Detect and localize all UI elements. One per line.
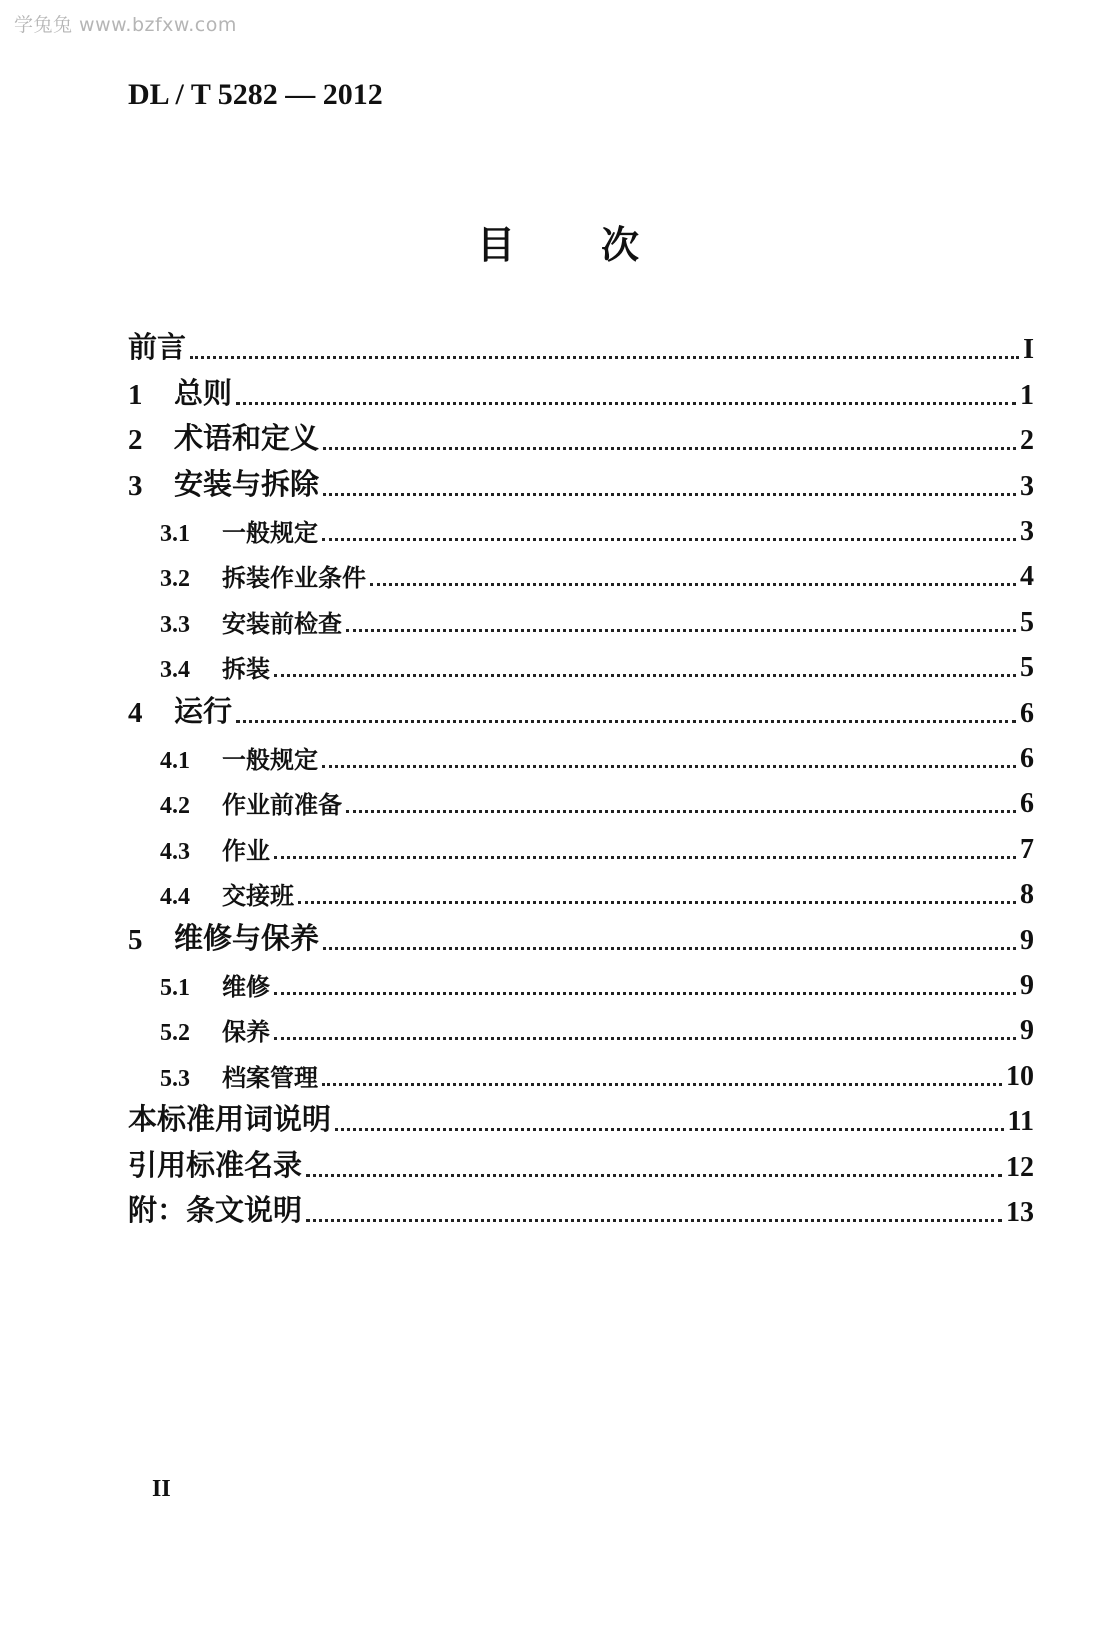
toc-entry-title: 保养: [222, 1018, 270, 1046]
toc-leader-dots: [335, 1128, 1004, 1131]
toc-entry: [128, 599, 1034, 639]
toc-entry-page: 9: [1020, 925, 1034, 956]
toc-leader-dots: [236, 402, 1016, 405]
toc-leader-dots: [274, 674, 1016, 677]
toc-entry-page: 4: [1020, 561, 1034, 592]
toc-entry-number: 4.1: [160, 748, 190, 774]
toc-entry-page: 6: [1020, 743, 1034, 774]
toc-entry-number: 5.3: [160, 1066, 190, 1092]
toc-entry: [128, 1098, 1034, 1138]
toc-entry-number: 3: [128, 470, 143, 502]
toc-entry-page: 10: [1006, 1061, 1034, 1092]
toc-entry-number: 3.3: [160, 612, 190, 638]
toc-entry-page: 3: [1020, 516, 1034, 547]
toc-entry-number: 3.2: [160, 566, 190, 592]
toc-entry-title: 本标准用词说明: [128, 1102, 332, 1136]
toc-entry-title: 一般规定: [222, 746, 318, 774]
toc-leader-dots: [236, 720, 1016, 723]
toc-entry-number: 4.4: [160, 884, 190, 910]
toc-leader-dots: [346, 810, 1016, 813]
toc-entry-title: 一般规定: [222, 519, 318, 547]
toc-entry-page: 1: [1020, 380, 1034, 411]
toc-entry: [128, 372, 1034, 412]
toc-leader-dots: [346, 629, 1016, 632]
toc-leader-dots: [274, 1037, 1016, 1040]
toc-leader-dots: [370, 583, 1016, 586]
toc-leader-dots: [323, 447, 1016, 450]
toc-entry-page: 7: [1020, 834, 1034, 865]
toc-leader-dots: [274, 856, 1016, 859]
toc-entry-number: 3.4: [160, 657, 190, 683]
toc-entry-title: 维修与保养: [174, 921, 320, 955]
toc-entry-title: 拆装: [222, 655, 270, 683]
toc-entry-page: 12: [1006, 1152, 1034, 1183]
toc-entry: [128, 1007, 1034, 1047]
toc-entry: [128, 553, 1034, 593]
toc-entry: [128, 417, 1034, 457]
toc-entry-title: 总则: [174, 376, 233, 410]
toc-entry-number: 1: [128, 379, 143, 411]
toc-entry-title: 档案管理: [222, 1064, 318, 1092]
toc-entry-page: 6: [1020, 788, 1034, 819]
toc-entry-title: 拆装作业条件: [222, 564, 366, 592]
toc-leader-dots: [323, 493, 1016, 496]
toc-entry-number: 5.2: [160, 1020, 190, 1046]
toc-entry: [128, 1053, 1034, 1093]
toc-entry: [128, 1144, 1034, 1184]
toc-entry-title: 维修: [222, 973, 270, 1001]
page-number: II: [152, 1476, 171, 1502]
toc-entry: [128, 326, 1034, 366]
toc-entry-number: 5.1: [160, 975, 190, 1001]
toc-leader-dots: [322, 765, 1016, 768]
toc-entry-title: 前言: [128, 330, 187, 364]
toc-entry-number: 4: [128, 697, 143, 729]
page-title: 目次: [476, 223, 725, 267]
toc-entry-page: 2: [1020, 425, 1034, 456]
toc-entry-number: 3.1: [160, 521, 190, 547]
toc-entry-title: 安装前检查: [222, 610, 342, 638]
toc-entry-page: 8: [1020, 879, 1034, 910]
toc-entry-title: 安装与拆除: [174, 467, 320, 501]
toc-entry-title: 作业: [222, 837, 270, 865]
toc-entry-page: 11: [1007, 1106, 1034, 1137]
toc-entry-page: 3: [1020, 471, 1034, 502]
toc-leader-dots: [298, 901, 1016, 904]
toc-entry-number: 4.3: [160, 839, 190, 865]
toc-entry-page: I: [1023, 334, 1034, 365]
toc-leader-dots: [306, 1219, 1002, 1222]
watermark-text: 学兔兔 www.bzfxw.com: [14, 14, 237, 36]
toc-leader-dots: [323, 947, 1016, 950]
toc-entry: [128, 508, 1034, 548]
toc-entry: [128, 962, 1034, 1002]
standard-code: DL / T 5282 — 2012: [128, 78, 383, 111]
toc-entry-page: 5: [1020, 607, 1034, 638]
toc-leader-dots: [322, 1083, 1002, 1086]
toc-leader-dots: [306, 1174, 1002, 1177]
toc-entry-page: 5: [1020, 652, 1034, 683]
toc-entry: [128, 826, 1034, 866]
toc-entry: [128, 644, 1034, 684]
toc-entry-title: 交接班: [222, 882, 294, 910]
toc-entry: [128, 463, 1034, 503]
toc-entry-title: 运行: [174, 694, 233, 728]
toc-leader-dots: [274, 992, 1016, 995]
toc-entry-page: 9: [1020, 1015, 1034, 1046]
toc-entry: [128, 735, 1034, 775]
toc-entry-page: 13: [1006, 1197, 1034, 1228]
toc-entry-page: 9: [1020, 970, 1034, 1001]
toc-entry: [128, 1189, 1034, 1229]
toc-entry-page: 6: [1020, 698, 1034, 729]
toc-entry: [128, 780, 1034, 820]
toc-leader-dots: [190, 356, 1019, 359]
toc-entry-number: 5: [128, 924, 143, 956]
toc-entry: [128, 871, 1034, 911]
toc-entry: [128, 917, 1034, 957]
toc-entry-number: 4.2: [160, 793, 190, 819]
toc-entry-title: 作业前准备: [222, 791, 342, 819]
toc-entry-title: 术语和定义: [174, 421, 320, 455]
toc-entry: [128, 690, 1034, 730]
toc-entry-number: 2: [128, 424, 143, 456]
toc-leader-dots: [322, 538, 1016, 541]
toc-entry-title: 引用标准名录: [128, 1148, 303, 1182]
toc-entry-title: 附：条文说明: [128, 1193, 303, 1227]
